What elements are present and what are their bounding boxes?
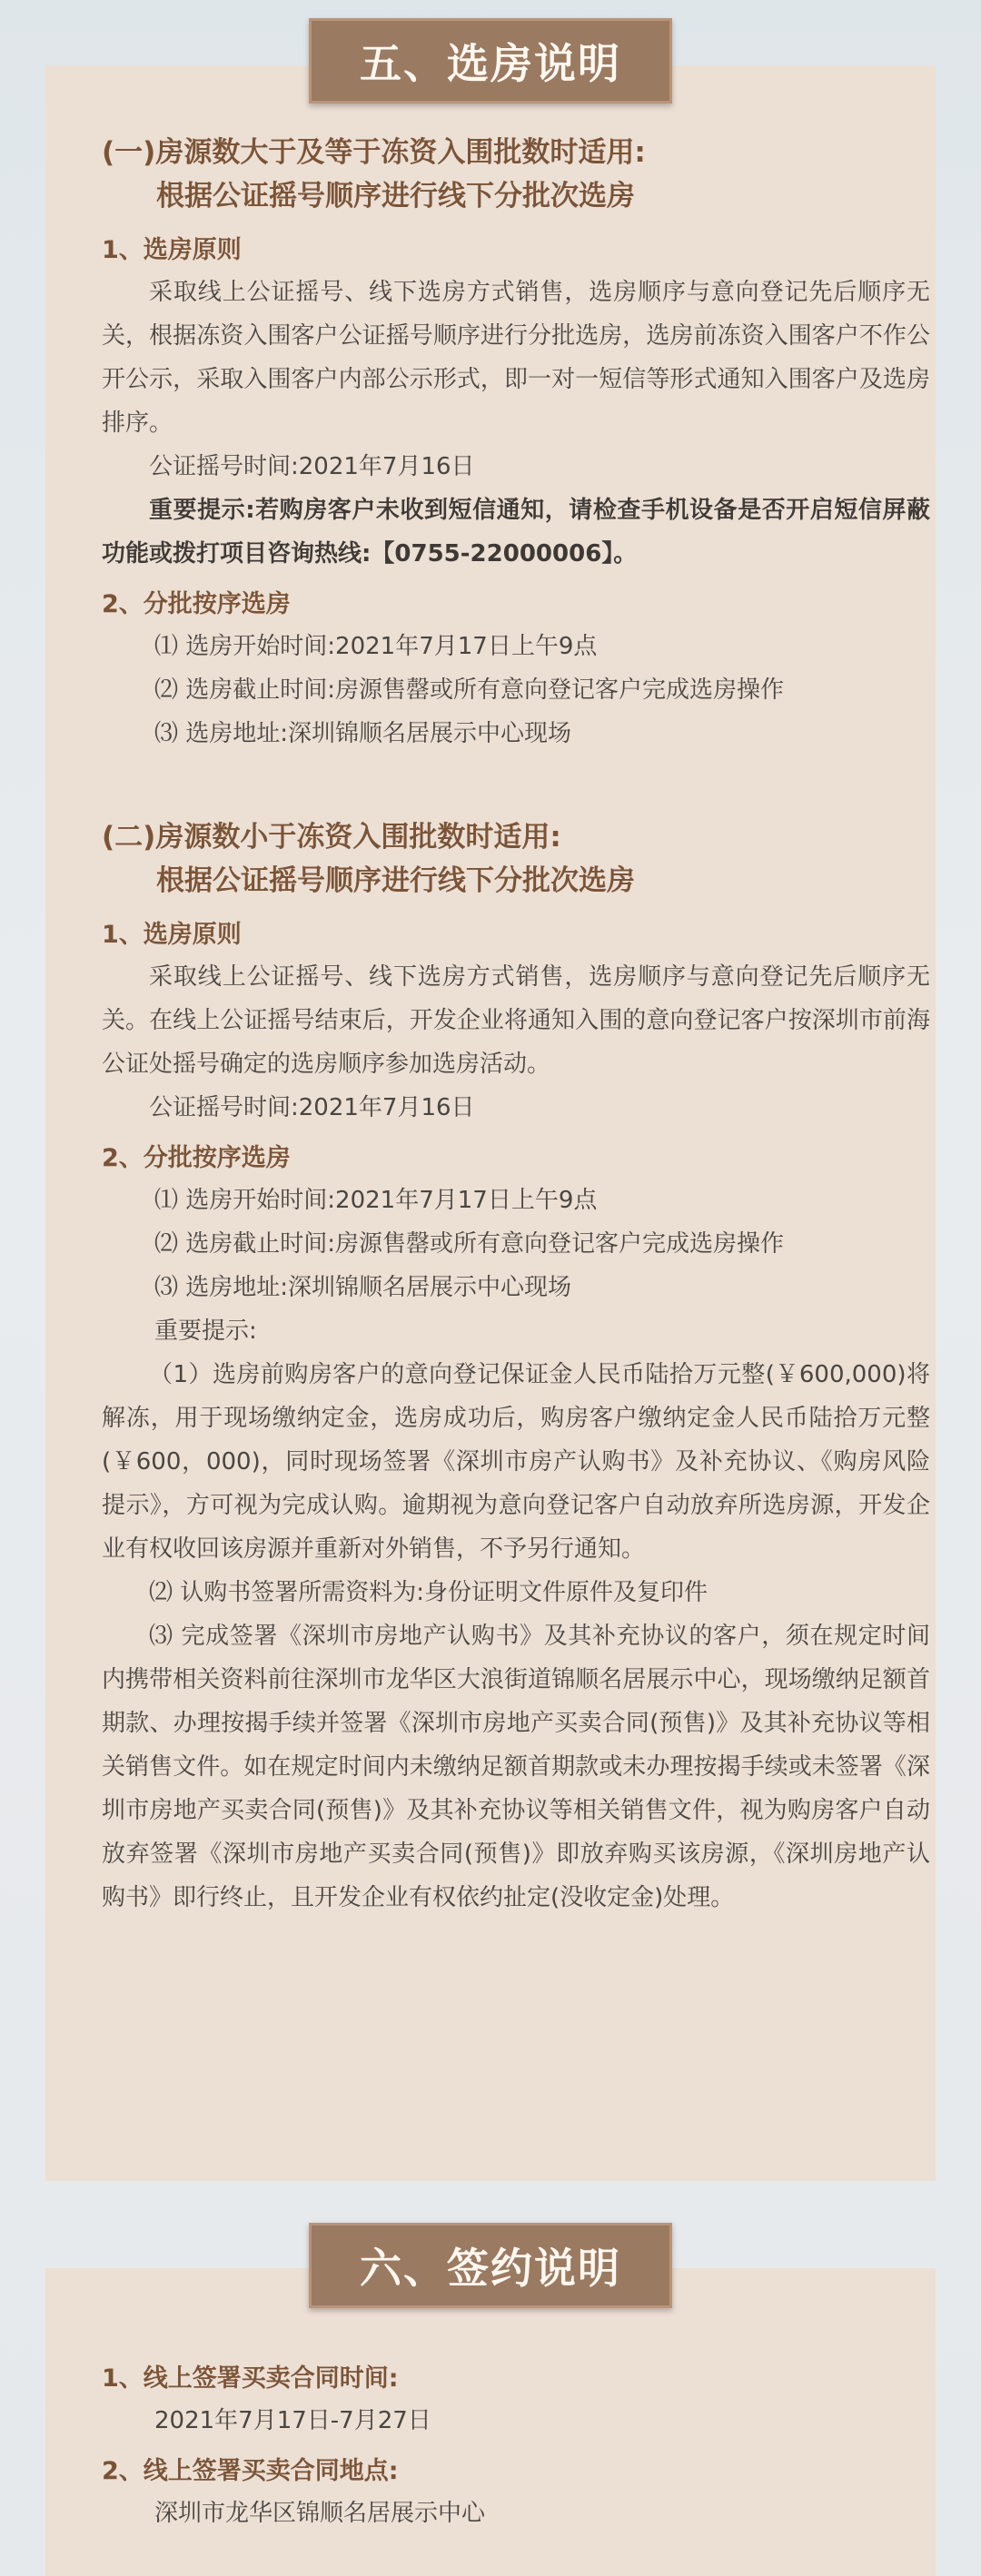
part2-notice1: （1）选房前购房客户的意向登记保证金人民币陆拾万元整(￥600,000)将解冻，用于现场缴纳定金，选房成功后，购房客户缴纳定金人民币陆拾万元整(￥600，000)，同时现场签署《深圳市房产认购书》及补充协议、《购房风险提示》，方可视为完成认购。逾期视为意向登记客户自动放弃所选房源，开发企业有权收回该房源并重新对外销售，不予另行通知。	[102, 1361, 930, 1563]
section6-place: 深圳市龙华区锦顺名居展示中心	[154, 2500, 486, 2527]
part1-sub1: 1、选房原则	[102, 236, 242, 264]
section6-time: 2021年7月17日-7月27日	[154, 2407, 431, 2434]
part1-heading-line2: 根据公证摇号顺序进行线下分批次选房	[156, 180, 635, 212]
part2-heading-line2: 根据公证摇号顺序进行线下分批次选房	[156, 864, 635, 897]
section6-card	[45, 2268, 936, 2576]
part2-notice-label: 重要提示:	[154, 1318, 257, 1345]
section6-content	[102, 2359, 930, 2535]
part1-heading-line1: (一)房源数大于及等于冻资入围批数时适用:	[102, 136, 646, 169]
part2-notice2: ⑵ 认购书签署所需资料为:身份证明文件原件及复印件	[149, 1579, 708, 1606]
part1-important-notice: 重要提示:若购房客户未收到短信通知，请检查手机设备是否开启短信屏蔽功能或拨打项目咨询热线:【0755-22000006】。	[102, 497, 930, 568]
part2-heading	[102, 815, 930, 903]
part1-item: ⑶ 选房地址:深圳锦顺名居展示中心现场	[154, 720, 572, 747]
part2-lottery-time: 公证摇号时间:2021年7月16日	[149, 1094, 475, 1121]
part1-sub2: 2、分批按序选房	[102, 590, 291, 618]
part2-item: ⑵ 选房截止时间:房源售罄或所有意向登记客户完成选房操作	[154, 1230, 785, 1258]
section5-title-banner: 五、选房说明	[309, 18, 672, 104]
section6-sub2: 2、线上签署买卖合同地点:	[102, 2457, 399, 2485]
section6-sub1: 1、线上签署买卖合同时间:	[102, 2364, 399, 2393]
part1-lottery-time: 公证摇号时间:2021年7月16日	[149, 453, 475, 480]
part1-heading	[102, 131, 930, 218]
section6-title-banner: 六、签约说明	[309, 2223, 672, 2308]
part1-item: ⑴ 选房开始时间:2021年7月17日上午9点	[154, 633, 598, 660]
part2-heading-line1: (二)房源数小于冻资入围批数时适用:	[102, 821, 561, 854]
part1-para1: 采取线上公证摇号、线下选房方式销售，选房顺序与意向登记先后顺序无关，根据冻资入围客户公证摇号顺序进行分批选房，选房前冻资入围客户不作公开公示，采取入围客户内部公示形式，即一对一短信等形式通知入围客户及选房排序。	[102, 279, 930, 437]
part1-item: ⑵ 选房截止时间:房源售罄或所有意向登记客户完成选房操作	[154, 676, 785, 704]
section5-card	[45, 65, 936, 2181]
part2-notice3: ⑶ 完成签署《深圳市房地产认购书》及其补充协议的客户，须在规定时间内携带相关资料前往深圳市龙华区大浪街道锦顺名居展示中心，现场缴纳足额首期款、办理按揭手续并签署《深圳市房地产买卖合同(预售)》及其补充协议等相关销售文件。如在规定时间内未缴纳足额首期款或未办理按揭手续或未签署《深圳市房地产买卖合同(预售)》及其补充协议等相关销售文件，视为购房客户自动放弃签署《深圳市房地产买卖合同(预售)》即放弃购买该房源，《深圳房地产认购书》即行终止，且开发企业有权依约扯定(没收定金)处理。	[102, 1623, 930, 1911]
section5-content	[102, 131, 930, 1920]
part2-sub1: 1、选房原则	[102, 921, 242, 949]
part2-item: ⑴ 选房开始时间:2021年7月17日上午9点	[154, 1187, 598, 1214]
part2-sub2: 2、分批按序选房	[102, 1144, 291, 1172]
part2-item: ⑶ 选房地址:深圳锦顺名居展示中心现场	[154, 1274, 572, 1301]
part2-para1: 采取线上公证摇号、线下选房方式销售，选房顺序与意向登记先后顺序无关。在线上公证摇号结束后，开发企业将通知入围的意向登记客户按深圳市前海公证处摇号确定的选房顺序参加选房活动。	[102, 963, 930, 1078]
